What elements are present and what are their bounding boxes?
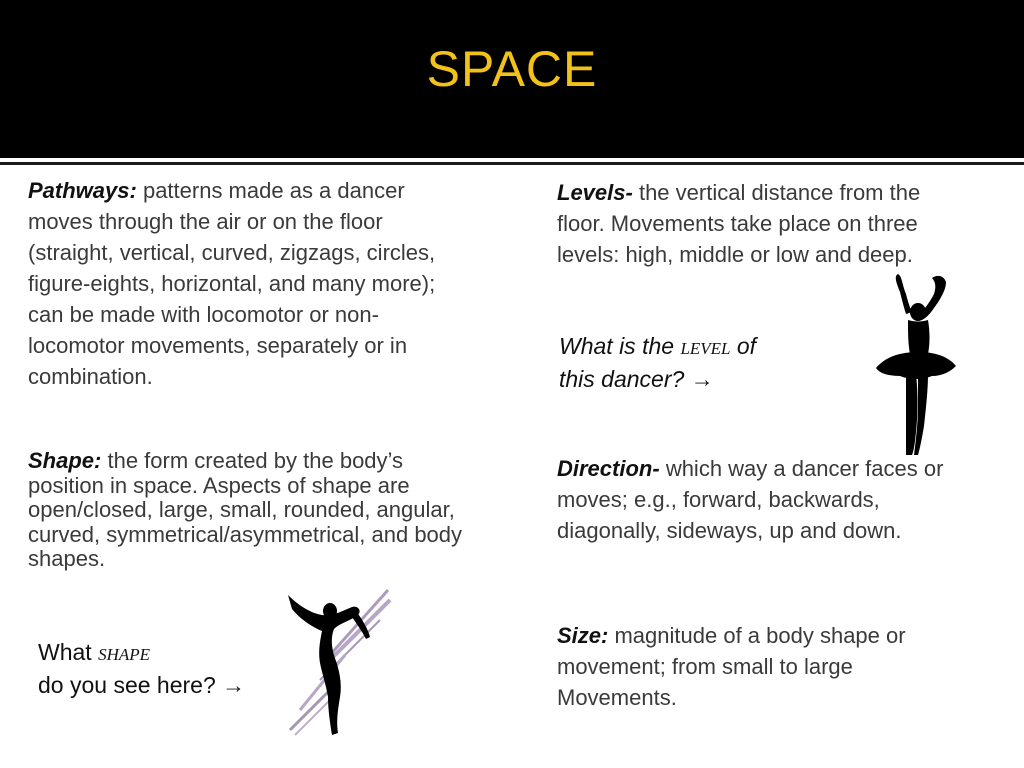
direction-paragraph [557,453,957,546]
shape-paragraph [28,449,473,572]
levels-question-keyword: LEVEL [680,339,731,358]
slide-title: SPACE [426,41,598,97]
levels-paragraph [557,177,957,270]
pathways-term: Pathways: [28,178,137,203]
header-divider [0,162,1024,165]
levels-text: the vertical distance from the floor. Movements take place on three levels: high, middle or low and deep. [557,180,921,267]
shape-text: the form created by the body’s position in space. Aspects of shape are open/closed, large, small, rounded, angular, curved, symmetrical/asymmetrical, and body shapes. [28,448,463,571]
levels-question-middle: of [736,333,757,359]
size-paragraph [557,620,977,713]
direction-term: Direction- [557,456,660,481]
levels-question [559,331,819,395]
pathways-paragraph [28,175,473,392]
size-term: Size: [557,623,609,648]
levels-term: Levels- [557,180,633,205]
dancer-body [288,595,370,735]
size-text: magnitude of a body shape or movement; from small to large Movements. [557,623,906,710]
shape-question [38,637,288,701]
ballerina-silhouette [866,272,962,457]
levels-question-suffix: this dancer? → [559,366,714,392]
arched-dancer-silhouette [270,585,400,740]
pathways-text: patterns made as a dancer moves through the air or on the floor (straight, vertical, curved, zigzags, circles, figure-eights, horizontal, and many more); can be made with locomotor or non-locomotor movements, separately or in combination. [28,178,436,389]
shape-question-prefix: What [38,639,92,665]
shape-question-suffix: do you see here? → [38,672,246,698]
levels-question-prefix: What is the [559,333,675,359]
shape-question-keyword: SHAPE [98,645,151,664]
shape-term: Shape: [28,448,102,473]
direction-text: which way a dancer faces or moves; e.g., forward, backwards, diagonally, sideways, up and down. [557,456,944,543]
